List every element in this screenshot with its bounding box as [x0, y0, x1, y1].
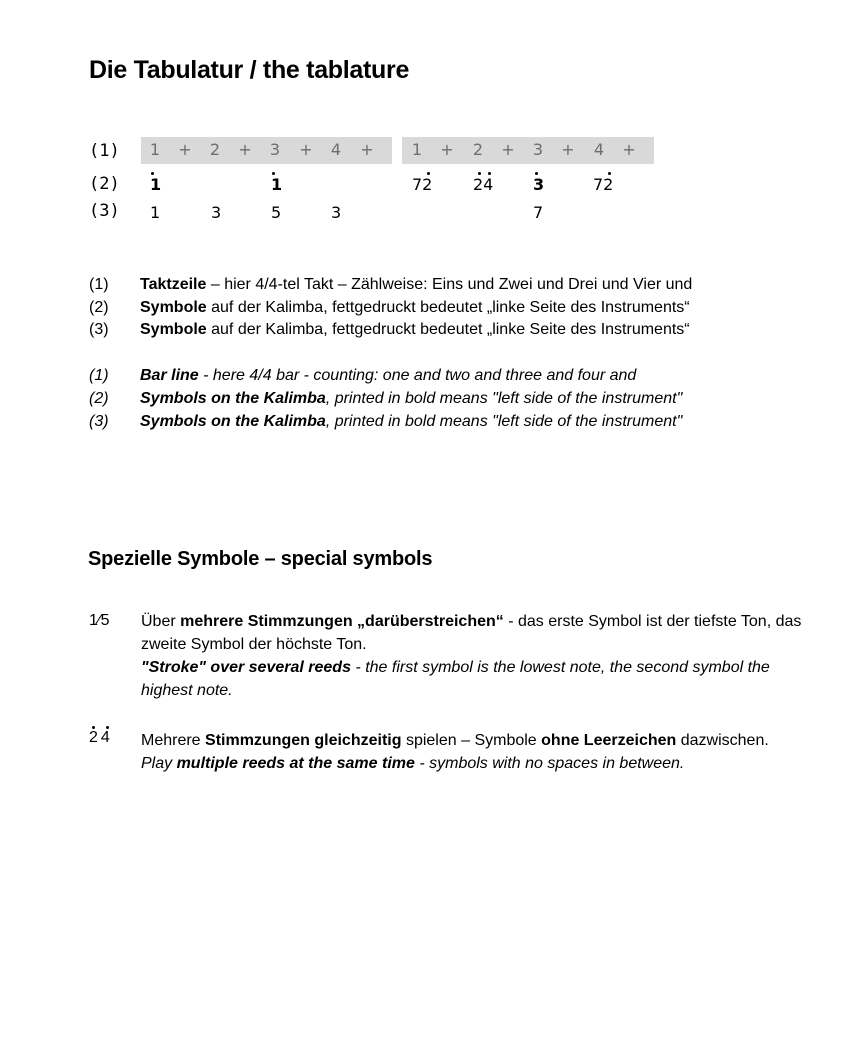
- count-cell: +: [440, 140, 454, 159]
- simultaneous-symbol: 24: [89, 729, 113, 746]
- stroke-symbol: 1⁄5: [89, 612, 110, 629]
- legend-text: auf der Kalimba, fettgedruckt bedeutet „linke Seite des Instruments“: [206, 321, 690, 338]
- symbol: 1: [150, 175, 162, 194]
- count-cell: +: [501, 140, 515, 159]
- legend-term: Symbole: [140, 321, 207, 338]
- legend-number: (2): [89, 390, 109, 407]
- legend-term: Symbole: [140, 299, 207, 316]
- count-cell: 3: [532, 140, 544, 159]
- row-label-1: (1): [89, 141, 120, 161]
- count-cell: 1: [411, 140, 423, 159]
- count-cell: +: [360, 140, 374, 159]
- legend-number: (3): [89, 413, 109, 430]
- symbol: 72: [593, 175, 614, 194]
- legend-term: Symbols on the Kalimba: [140, 413, 326, 430]
- row-label-2: (2): [89, 174, 120, 194]
- count-cell: 2: [472, 140, 484, 159]
- legend-term: Symbols on the Kalimba: [140, 390, 326, 407]
- symbol: 3: [533, 175, 545, 194]
- upper-dot: [535, 172, 538, 175]
- count-cell: +: [178, 140, 192, 159]
- upper-dot: [151, 172, 154, 175]
- count-cell: +: [561, 140, 575, 159]
- simultaneous-description: Mehrere Stimmzungen gleichzeitig spielen – Symbole ohne Leerzeichen dazwischen. Play multiple reeds at the same time - symbols with no spaces in between.: [141, 732, 769, 772]
- legend-text: – hier 4/4-tel Takt – Zählweise: Eins und Zwei und Drei und Vier und: [206, 276, 693, 293]
- row-label-3: (3): [89, 201, 120, 221]
- legend-term: Taktzeile: [140, 276, 207, 293]
- legend-number: (1): [89, 276, 109, 293]
- symbol: 3: [331, 203, 342, 222]
- count-cell: +: [299, 140, 313, 159]
- symbol: 72: [412, 175, 433, 194]
- legend-text: , printed in bold means "left side of the instrument": [325, 413, 683, 430]
- page-title: Die Tabulatur / the tablature: [89, 56, 410, 84]
- symbol: 7: [533, 203, 544, 222]
- stroke-description: Über mehrere Stimmzungen „darüberstreichen“ - das erste Symbol ist der tiefste Ton, das zweite Symbol der höchste Ton. "Stroke" over several reeds - the first symbol is the lowest note, the second symbol the highest note.: [141, 613, 802, 699]
- legend-term: Bar line: [140, 367, 199, 384]
- upper-dot: [488, 172, 491, 175]
- upper-dot: [106, 726, 109, 729]
- legend-number: (2): [89, 299, 109, 316]
- legend-number: (1): [89, 367, 109, 384]
- symbol: 1: [271, 175, 283, 194]
- symbol: 24: [473, 175, 494, 194]
- upper-dot: [608, 172, 611, 175]
- upper-dot: [272, 172, 275, 175]
- symbol: 5: [271, 203, 282, 222]
- count-cell: 2: [209, 140, 221, 159]
- symbol: 3: [211, 203, 222, 222]
- legend-text: auf der Kalimba, fettgedruckt bedeutet „linke Seite des Instruments“: [206, 299, 690, 316]
- section-heading: Spezielle Symbole – special symbols: [88, 548, 433, 570]
- upper-dot: [427, 172, 430, 175]
- count-cell: 4: [593, 140, 605, 159]
- count-cell: +: [238, 140, 252, 159]
- legend-text: , printed in bold means "left side of the instrument": [325, 390, 683, 407]
- count-cell: 4: [330, 140, 342, 159]
- legend-number: (3): [89, 321, 109, 338]
- count-cell: 3: [269, 140, 281, 159]
- count-cell: +: [622, 140, 636, 159]
- legend-text: - here 4/4 bar - counting: one and two and three and four and: [198, 367, 637, 384]
- symbol: 1: [150, 203, 161, 222]
- upper-dot: [478, 172, 481, 175]
- upper-dot: [92, 726, 95, 729]
- count-cell: 1: [149, 140, 161, 159]
